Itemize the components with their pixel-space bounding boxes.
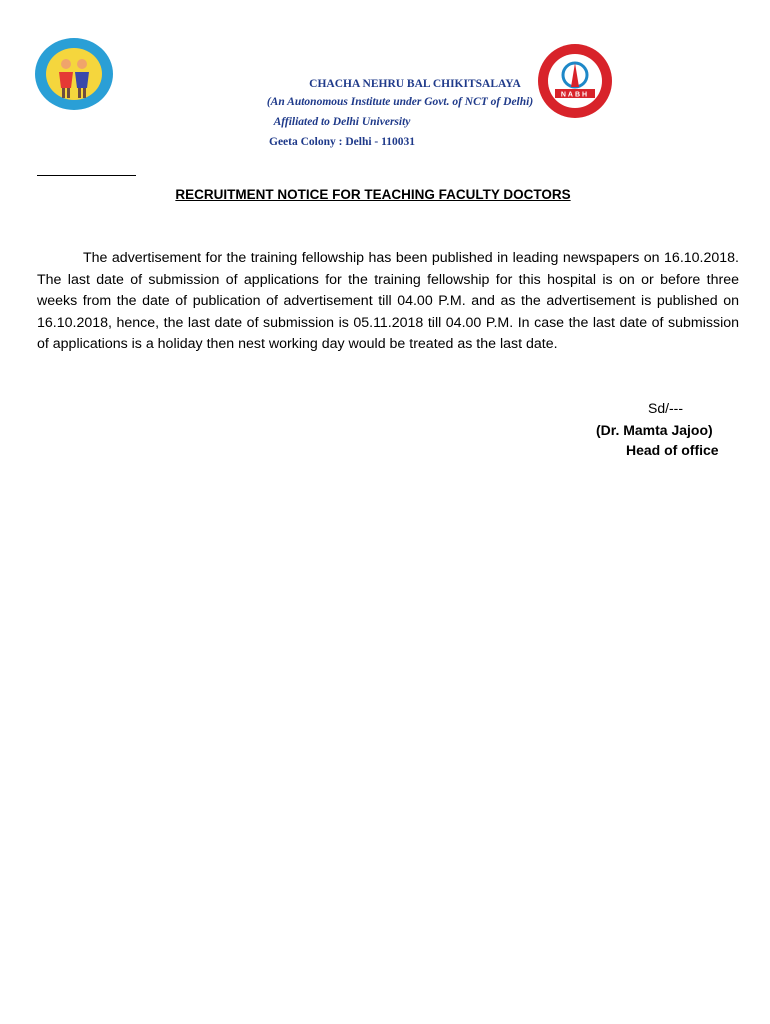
signatory-designation: Head of office [626,442,719,458]
signatory-name: (Dr. Mamta Jajoo) [596,422,713,438]
notice-body: The advertisement for the training fellowship has been published in leading newspapers on 16.10.2018. The last date of submission of applications for the training fellowship for this hospital is on or before three weeks from the date of publication of advertisement till 04.00 P.M. and as the advertisement is published on 16.10.2018, hence, the last date of submission is 05.11.2018 till 04.00 P.M. In case the last date of submission of applications is a holiday then nest working day would be treated as the last date. [37,250,739,352]
address-line: Geeta Colony : Delhi - 110031 [269,136,415,148]
signature-sd: Sd/--- [648,400,683,416]
header-divider [37,175,136,176]
institution-name: CHACHA NEHRU BAL CHIKITSALAYA [309,78,521,90]
svg-text:NABH: NABH [560,91,590,99]
notice-title [0,187,770,202]
notice-title-text: RECRUITMENT NOTICE FOR TEACHING FACULTY DOCTORS [175,187,571,202]
autonomous-line: (An Autonomous Institute under Govt. of NCT of Delhi) [266,96,534,108]
affiliation-line: Affiliated to Delhi University [273,116,411,128]
